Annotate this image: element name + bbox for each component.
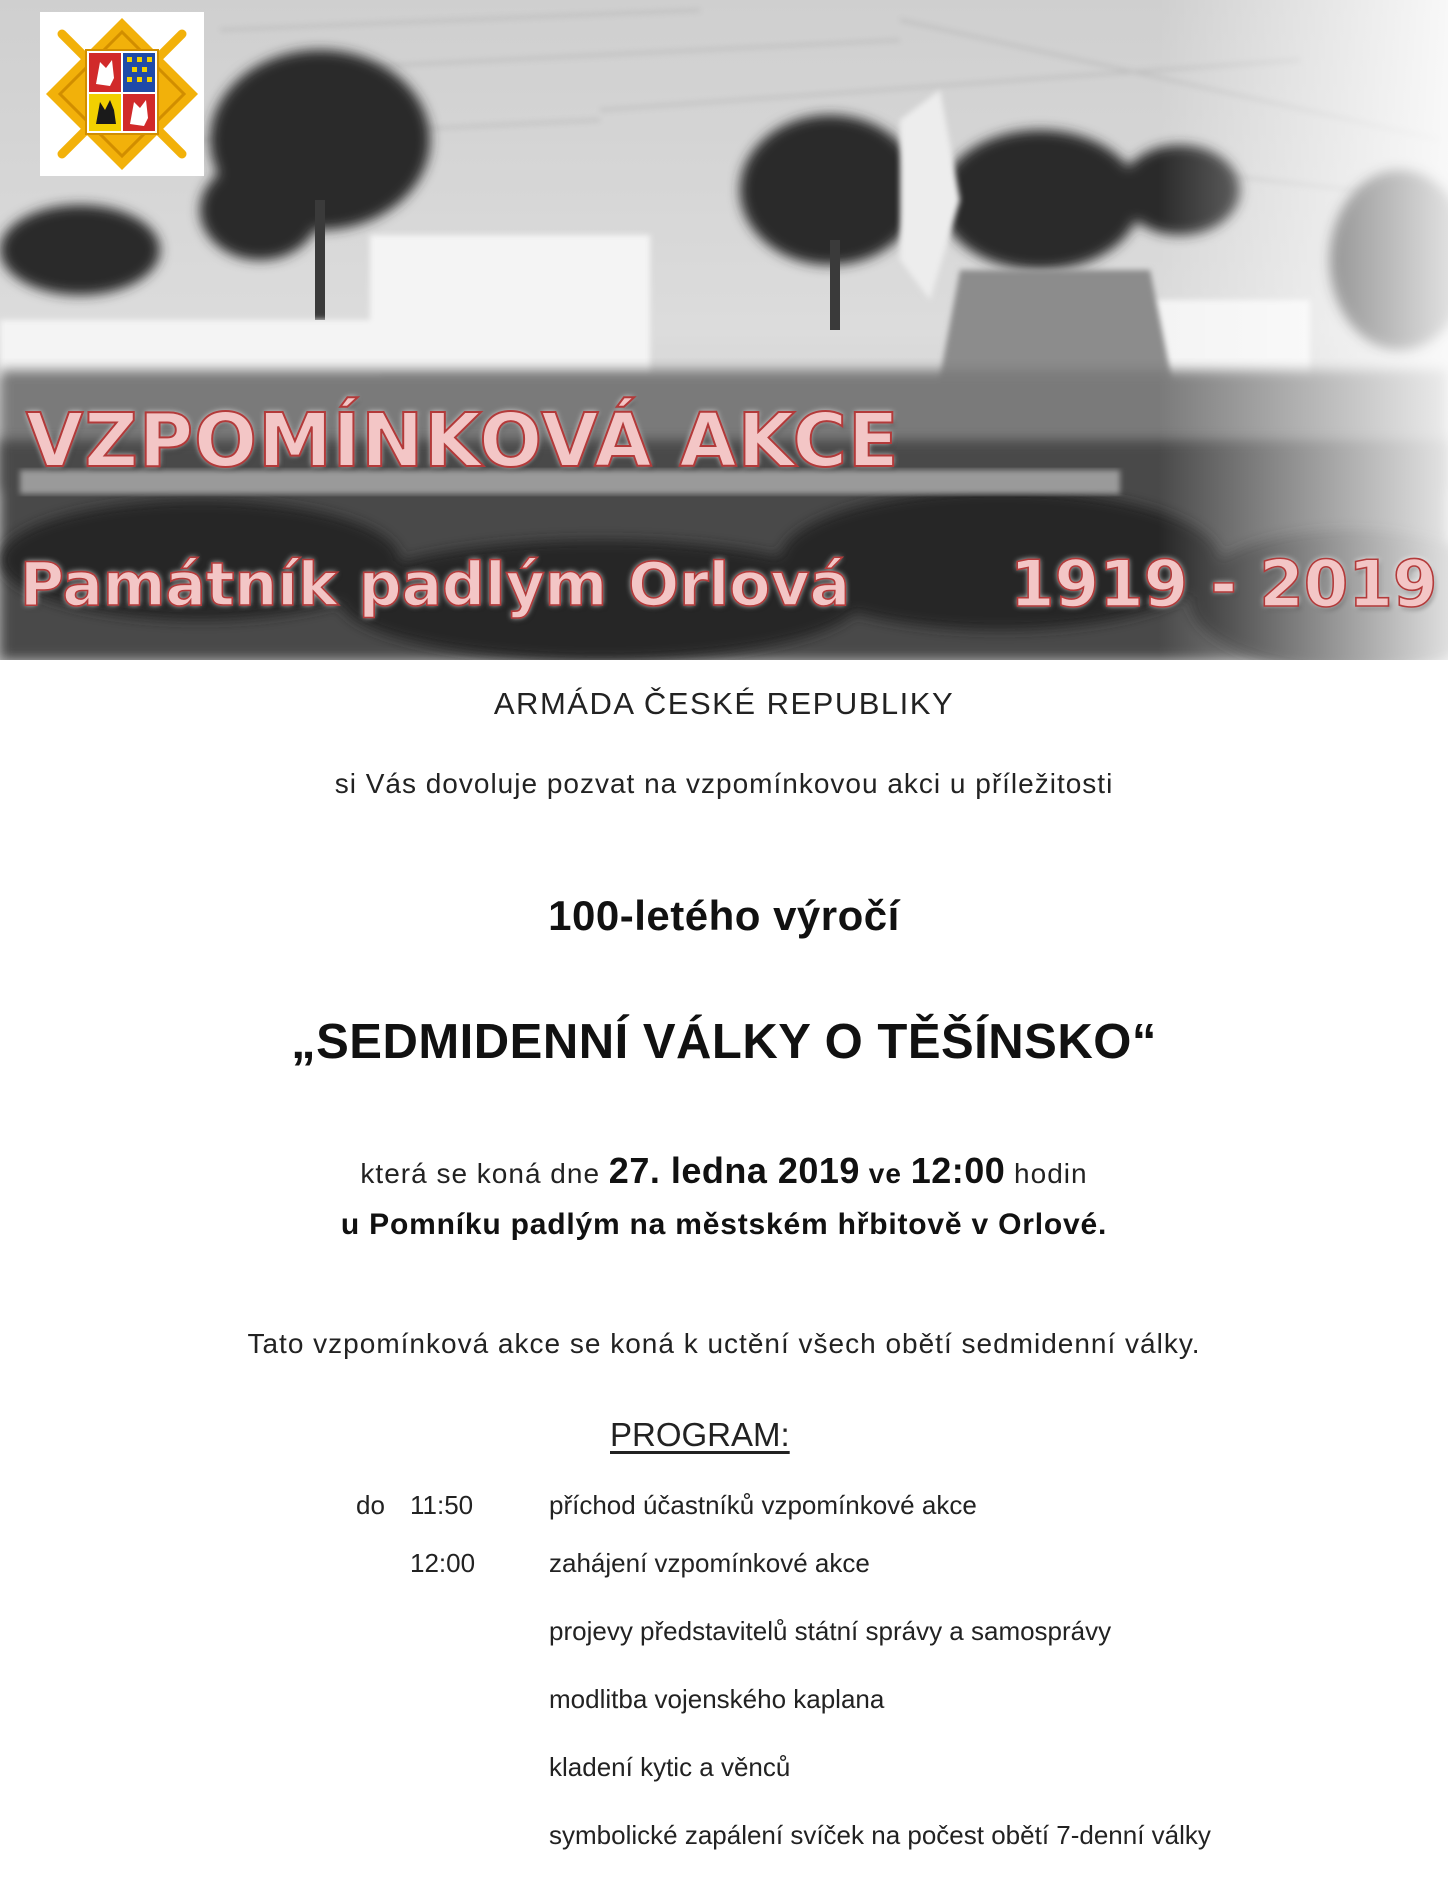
event-time: 12:00 [910,1150,1006,1191]
program-item-text: příchod účastníků vzpomínkové akce [549,1490,977,1520]
event-title [0,1014,1448,1070]
header-photo [0,0,1448,660]
time-suffix: hodin [1014,1158,1088,1189]
program-item [0,1684,1448,1724]
headline: VZPOMÍNKOVÁ AKCE [26,398,900,484]
program-item-text: kladení kytic a věnců [549,1752,791,1782]
program-item-text: symbolické zapálení svíček na počest obětí 7-denní války [549,1820,1211,1850]
program-title: PROGRAM: [610,1416,790,1453]
program-item [0,1548,1448,1588]
program-item-time: 11:50 [410,1490,474,1520]
program-item-text: projevy představitelů státní správy a samosprávy [549,1616,1112,1646]
years-range: 1919 - 2019 [1010,548,1438,622]
army-emblem-icon [40,12,204,176]
date-connector: ve [868,1158,902,1189]
anniversary: 100-letého výročí [548,892,900,939]
event-purpose: Tato vzpomínková akce se koná k uctění všech obětí sedmidenní války. [247,1328,1201,1359]
program-item [0,1820,1448,1860]
subheadline: Památník padlým Orlová [20,550,851,620]
event-place: u Pomníku padlým na městském hřbitově v Orlové. [340,1208,1108,1241]
program-item-prefix: do [356,1490,385,1520]
organization: ARMÁDA ČESKÉ REPUBLIKY [493,686,955,721]
event-open-quote: „ [291,1015,317,1069]
program-item-text: zahájení vzpomínkové akce [549,1548,870,1578]
program-item [0,1490,1448,1530]
date-line [0,1150,1448,1192]
invite-text: si Vás dovoluje pozvat na vzpomínkovou akci u příležitosti [334,768,1114,799]
program-item [0,1752,1448,1792]
event-title-text: SEDMIDENNÍ VÁLKY O TĚŠÍNSKO [316,1015,1132,1069]
date-prefix: která se koná dne [360,1158,601,1189]
program-item-text: modlitba vojenského kaplana [549,1684,885,1714]
event-close-quote: “ [1131,1015,1157,1069]
program-item [0,1616,1448,1656]
event-date: 27. ledna 2019 [608,1150,860,1191]
program-item-time: 12:00 [410,1548,476,1578]
